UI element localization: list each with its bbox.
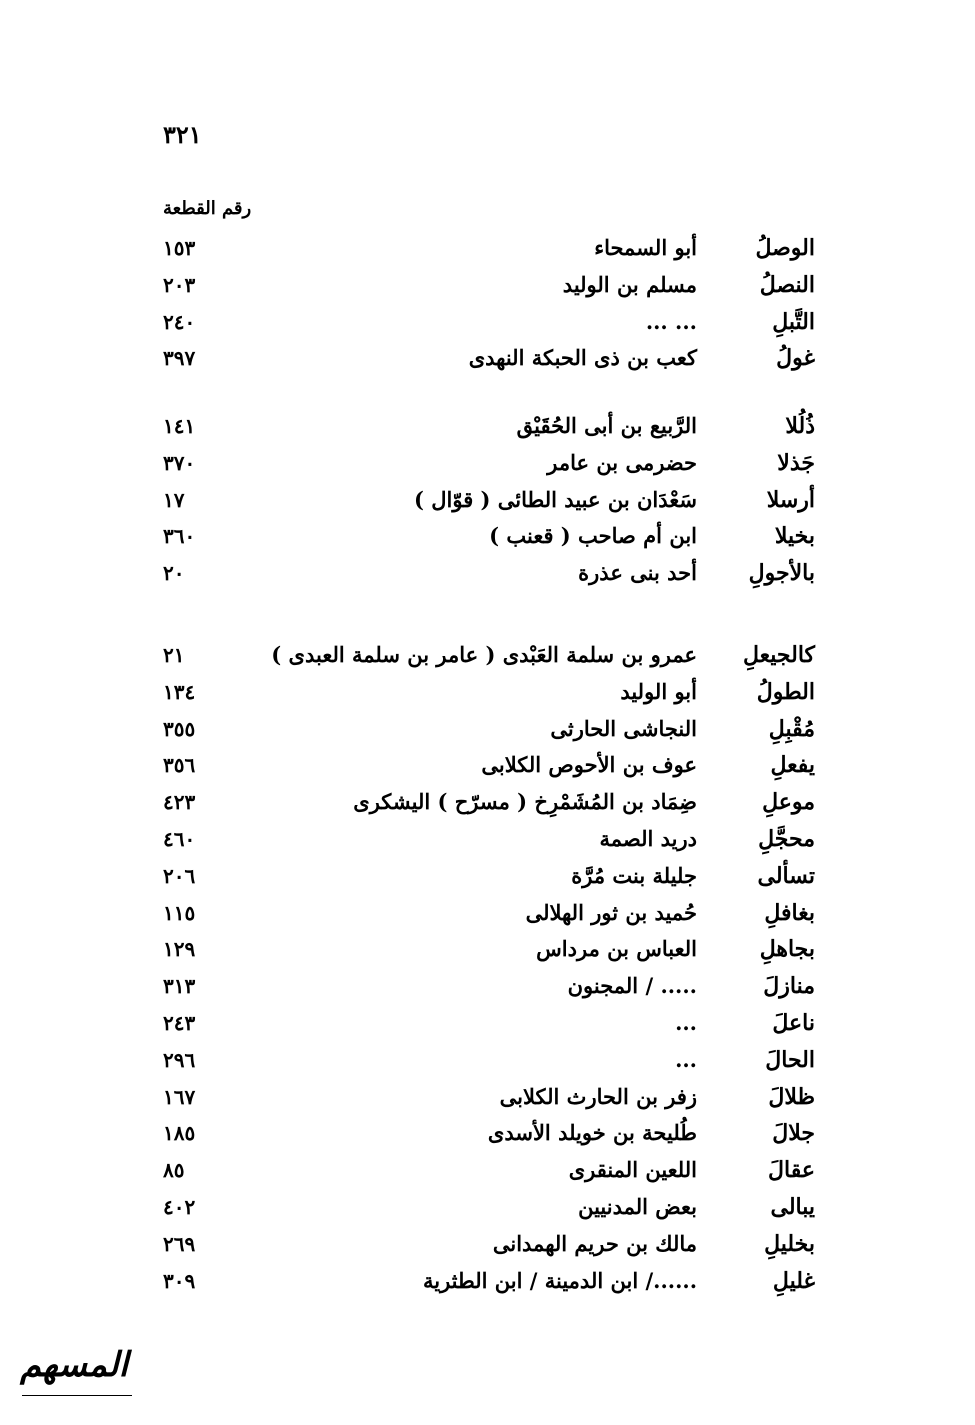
poem-number: ٢٠٦	[163, 863, 196, 888]
index-row	[0, 409, 975, 443]
rhyme-word: منازلَ	[763, 973, 815, 1000]
rhyme-word: غولُ	[776, 345, 815, 372]
poem-number: ١٧	[163, 487, 185, 512]
rhyme-word: تسألى	[757, 862, 815, 889]
poet-name: الرَّبيع بن أبى الحُقَيْق	[516, 413, 697, 438]
index-row	[0, 969, 975, 1003]
rhyme-word: ظلالَ	[768, 1083, 815, 1110]
poet-name: زفر بن الحارث الكلابى	[499, 1083, 697, 1109]
rhyme-word: التَّبلِ	[772, 308, 815, 335]
index-row	[0, 1043, 975, 1077]
poem-number: ٣٩٧	[163, 346, 196, 371]
poet-name: ....../ ابن الدمينة / ابن الطثرية	[422, 1267, 697, 1293]
library-stamp	[8, 1335, 140, 1413]
rhyme-word: ناعلَ	[772, 1010, 815, 1036]
index-row	[0, 896, 975, 930]
poet-name: ...	[675, 1010, 697, 1035]
index-row	[0, 1116, 975, 1150]
poem-number: ٣٦٠	[163, 524, 196, 549]
index-row	[0, 785, 975, 819]
poem-number: ١٦٧	[163, 1084, 196, 1109]
rhyme-word: الطولُ	[756, 678, 815, 705]
index-row	[0, 1080, 975, 1114]
stamp-underline	[22, 1395, 132, 1396]
poem-number: ٣٧٠	[163, 450, 196, 475]
poem-number: ٢٠	[163, 561, 185, 586]
poem-number: ٢٠٣	[163, 272, 196, 297]
poem-number: ١٥٣	[163, 236, 196, 260]
poet-name: عمرو بن سلمة العَبْدى ( عامر بن سلمة العبدى )	[271, 642, 697, 667]
index-row	[0, 446, 975, 480]
poet-name: حضرمى بن عامر	[547, 449, 697, 475]
index-row	[0, 638, 975, 672]
index-row	[0, 483, 975, 517]
rhyme-word: جَذلا	[777, 449, 815, 476]
index-row	[0, 822, 975, 856]
poem-number: ٨٥	[163, 1158, 185, 1183]
index-row	[0, 556, 975, 590]
rhyme-word: موعلِ	[762, 789, 815, 816]
poet-name: أبو الوليد	[620, 678, 697, 704]
poet-name: ...	[675, 1046, 697, 1072]
poet-name: أحد بنى عذرة	[578, 560, 697, 586]
poet-name: كعب بن ذى الحبكة النهدى	[468, 345, 697, 371]
poet-name: حُميد بن ثور الهلالى	[525, 899, 697, 925]
poem-number: ٣١٣	[163, 974, 196, 999]
poet-name: ابن أم صاحب ( قعنب )	[489, 523, 697, 549]
poet-name: سَعْدَان بن عبيد الطائى ( قوّال )	[414, 486, 697, 512]
index-row	[0, 675, 975, 709]
poem-number: ١١٥	[163, 900, 196, 925]
poem-number: ١٤١	[163, 414, 196, 438]
rhyme-word: الوصلُ	[755, 235, 815, 261]
poet-name: جليلة بنت مُرَّة	[571, 862, 697, 888]
poet-name: النجاشى الحارثى	[550, 715, 697, 741]
rhyme-word: محجَّلِ	[758, 826, 815, 852]
poet-name: مالك بن حريم الهمدانى	[492, 1230, 697, 1256]
rhyme-word: جلالَ	[772, 1120, 815, 1147]
poem-number: ١٨٥	[163, 1121, 196, 1146]
stamp-text: المسهم	[19, 1345, 129, 1385]
poem-number: ٢٤٠	[163, 309, 196, 334]
poet-name: اللعين المنقرى	[568, 1157, 697, 1183]
index-row	[0, 1190, 975, 1224]
rhyme-word: بالأجولِ	[748, 560, 815, 587]
poet-name: طُليحة بن خويلد الأسدى	[487, 1120, 697, 1146]
index-row	[0, 231, 975, 265]
index-row	[0, 341, 975, 375]
page-number: ٣٢١	[163, 120, 202, 149]
poet-name: مسلم بن الوليد	[562, 271, 697, 297]
index-row	[0, 1227, 975, 1261]
poet-name: بعض المدنيين	[578, 1194, 697, 1219]
index-row	[0, 859, 975, 893]
rhyme-word: ذُلُلا	[785, 413, 815, 439]
rhyme-word: كالجيعلِ	[743, 642, 815, 668]
poem-number: ٢٤٣	[163, 1011, 196, 1035]
poem-number: ١٢٩	[163, 937, 196, 962]
index-row	[0, 519, 975, 553]
poem-number: ٢١	[163, 643, 185, 667]
poet-name: ... ...	[645, 308, 697, 334]
index-row	[0, 748, 975, 782]
rhyme-word: النصلُ	[759, 271, 815, 298]
rhyme-word: بخيلا	[774, 523, 815, 550]
rhyme-word: مُقْبِلِ	[768, 715, 815, 742]
poem-number: ٤٦٠	[163, 827, 196, 851]
rhyme-word: بخليلِ	[764, 1230, 815, 1257]
poem-number: ٢٩٦	[163, 1047, 196, 1072]
poet-name: ..... / المجنون	[567, 973, 697, 999]
poem-number: ٤٠٢	[163, 1195, 196, 1219]
column-header: رقم القطعة	[163, 198, 252, 219]
index-row	[0, 1006, 975, 1040]
index-row	[0, 268, 975, 302]
rhyme-word: غليلِ	[772, 1267, 815, 1294]
poet-name: العباس بن مرداس	[536, 936, 697, 962]
poet-name: ضِمَاد بن المُشَمْرِخ ( مسرّح ) اليشكرى	[353, 789, 697, 815]
index-row	[0, 1153, 975, 1187]
poem-number: ٣٥٦	[163, 753, 196, 778]
index-row	[0, 712, 975, 746]
poem-number: ٣٥٥	[163, 716, 196, 741]
poet-name: عوف بن الأحوص الكلابى	[481, 752, 697, 778]
poem-number: ٢٦٩	[163, 1231, 196, 1256]
poem-number: ٤٢٣	[163, 790, 196, 815]
rhyme-word: يفعلِ	[770, 752, 815, 779]
index-row	[0, 932, 975, 966]
rhyme-word: أرسلا	[766, 486, 815, 513]
rhyme-word: عقالَ	[768, 1157, 815, 1184]
rhyme-word: بغافلِ	[764, 899, 815, 926]
poem-number: ٣٠٩	[163, 1268, 196, 1293]
poet-name: أبو السمحاء	[594, 235, 697, 260]
poem-number: ١٣٤	[163, 679, 196, 704]
rhyme-word: يبالى	[770, 1194, 815, 1220]
rhyme-word: الحالَ	[765, 1046, 815, 1073]
rhyme-word: بجاهلِ	[759, 936, 815, 963]
index-row	[0, 1264, 975, 1298]
poet-name: دريد الصمة	[599, 826, 697, 851]
index-row	[0, 305, 975, 339]
